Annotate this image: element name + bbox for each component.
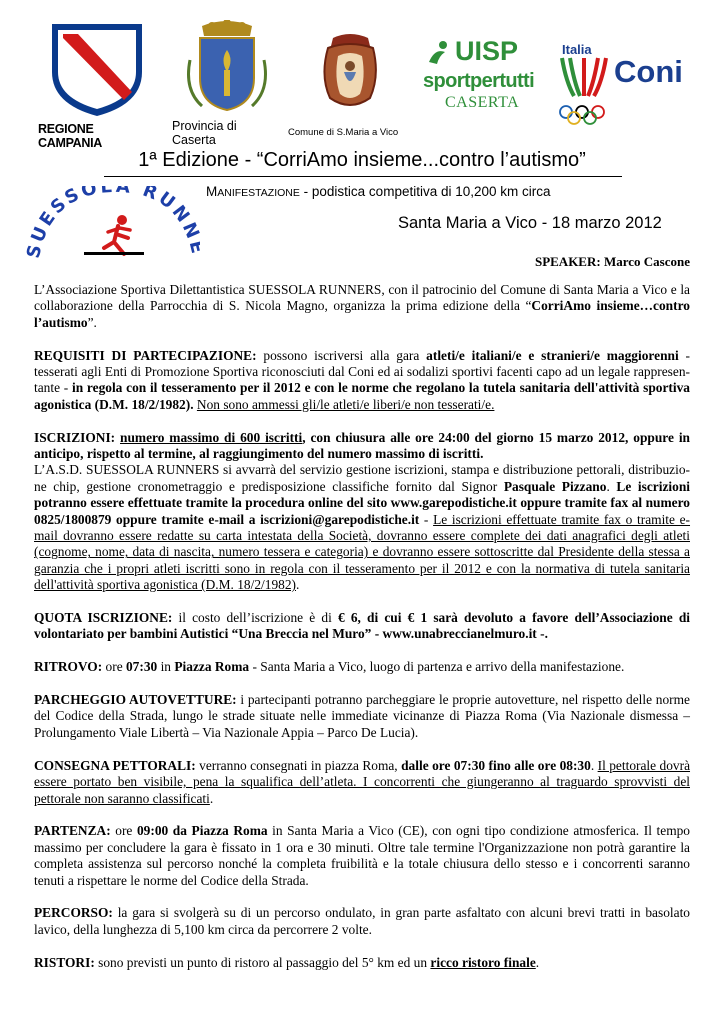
provincia-caserta-caption: Provincia di Caserta	[172, 119, 237, 147]
regulation-body	[34, 282, 690, 987]
uisp-runner-icon	[425, 40, 453, 66]
quota-paragraph	[34, 610, 690, 643]
consegna-label: CONSEGNA PETTORALI:	[34, 757, 196, 773]
ristori-text: sono previsti un punto di ristoro al passaggio del 5° km ed un	[94, 954, 431, 970]
partenza-paragraph	[34, 823, 690, 889]
intro-event-name: CorriAmo insieme…contro l’autismo	[34, 298, 690, 330]
uisp-wordmark: UISP	[455, 36, 519, 66]
requisiti-underlined: Non sono ammessi gli/le atleti/e liberi/e non tesserati/e.	[196, 396, 495, 412]
quota-amount: € 6, di cui € 1 sarà devoluto a favore dell’Associazione di volontariato per bambini Autistici “Una Breccia nel Muro” - www.unabreccianelmuro.it -.	[34, 610, 690, 642]
ritrovo-label: RITROVO:	[34, 659, 103, 675]
requisiti-paragraph	[34, 348, 690, 414]
title-underline	[104, 176, 622, 177]
ritrovo-time: 07:30	[125, 659, 158, 675]
iscrizioni-max: numero massimo di 600 iscritti	[120, 429, 303, 445]
ristori-end: .	[535, 954, 540, 970]
subtitle-initial: M	[206, 184, 218, 199]
suessola-runners-logo	[24, 186, 200, 268]
uisp-caserta-caption: CASERTA	[445, 94, 520, 111]
parcheggio-label: PARCHEGGIO AUTOVETTURE:	[34, 692, 237, 708]
smaria-crest-icon	[288, 32, 413, 112]
quota-label: QUOTA ISCRIZIONE:	[34, 610, 173, 626]
intro-paragraph	[34, 282, 690, 331]
partenza-label: PARTENZA:	[34, 823, 111, 839]
comune-smaria-logo	[288, 32, 413, 138]
subtitle-smallcaps: ANIFESTAZIONE	[217, 187, 300, 199]
consegna-text-1: verranno consegnati in piazza Roma,	[195, 757, 402, 773]
ritrovo-text-3: - Santa Maria a Vico, luogo di partenza e arrivo della manifestazione.	[249, 659, 625, 675]
intro-text-end: ”.	[87, 314, 97, 330]
regione-campania-logo	[38, 22, 160, 150]
intro-text: L’Associazione Sportiva Dilettantistica SUESSOLA RUNNERS, con il patrocinio del Comune di Santa Maria a Vico e la collaborazione della Parrocchia di S. Nicola Magno, organizza la prima edizione della “	[34, 282, 690, 314]
club-logo-lettering: SUESSOLA RUN	[24, 186, 196, 261]
coni-wordmark: Coni	[614, 54, 683, 89]
caserta-crest-icon	[172, 20, 282, 112]
percorso-paragraph	[34, 905, 690, 938]
ritrovo-paragraph	[34, 659, 690, 675]
comune-smaria-caption: Comune di S.Maria a Vico	[288, 127, 399, 138]
iscrizioni-sep: .	[606, 478, 617, 494]
suessola-runners-emblem-icon	[24, 186, 200, 268]
iscrizioni-end: .	[296, 577, 300, 593]
ritrovo-place: Piazza Roma	[174, 659, 250, 675]
parcheggio-paragraph	[34, 692, 690, 741]
consegna-paragraph	[34, 758, 690, 807]
subtitle-rest: - podistica competitiva di 10,200 km circa	[299, 184, 551, 199]
ritrovo-text-2: in	[157, 659, 175, 675]
iscrizioni-paragraph	[34, 430, 690, 594]
partenza-text-2: in Santa Maria a Vico (CE), con ogni tipo condizione atmosferica. Il tempo massimo per concludere la gara è fissato in 1 ora e 30 minuti. Oltre tale termine l'Organizzazione non potrà garantire la completa assistenza sul percorso nonché la completa fruibilità e la totale chiusura dello stesso e i concorrenti saranno tenuti a rispettare le norme del Codice della Strada.	[34, 823, 691, 888]
requisiti-text-1: possono iscriversi alla gara	[256, 347, 427, 363]
iscrizioni-dash: -	[419, 511, 434, 527]
ristori-final: ricco ristoro finale	[430, 954, 536, 970]
uisp-caserta-logo	[423, 38, 548, 112]
logo-header	[0, 18, 724, 150]
event-subtitle	[206, 184, 551, 199]
consegna-end: .	[209, 790, 214, 806]
provincia-caserta-logo	[172, 20, 282, 147]
olympic-rings-icon	[558, 104, 608, 126]
ristori-label: RISTORI:	[34, 954, 95, 970]
iscrizioni-provider: Pasquale Pizzano	[503, 478, 607, 494]
campania-shield-icon	[38, 22, 160, 117]
speaker-line: SPEAKER: Marco Cascone	[534, 254, 690, 269]
quota-text: il costo dell’iscrizione è di	[172, 610, 338, 626]
ristori-paragraph	[34, 955, 690, 971]
iscrizioni-deadline: , con chiusura alle ore 24:00 del giorno 15 marzo 2012, oppure in anticipo, rispetto al termine, al raggiungimento del numero massimo di iscritti.	[34, 429, 690, 462]
svg-text:SUESSOLA RUNNERS	[24, 186, 200, 260]
consegna-rule: Il pettorale dovrà essere portato ben visibile, pena la squalifica dell’atleta. I concorrenti che giungeranno al traguardo sprovvisti del pettorale non saranno classificati	[34, 757, 691, 806]
regione-campania-caption: REGIONE CAMPANIA	[38, 122, 103, 150]
partenza-text-1: ore	[110, 823, 137, 839]
percorso-text: la gara si svolgerà su di un percorso ondulato, in gran parte asfaltato con alcuni brevi tratti in basolato lavico, della lunghezza di 5,100 km circa da percorrere 2 volte.	[34, 905, 690, 937]
coni-italia-caption: Italia	[562, 42, 592, 57]
percorso-label: PERCORSO:	[34, 905, 113, 921]
parcheggio-text: i partecipanti potranno parcheggiare le proprie autovetture, nel rispetto delle norme del Codice della Strada, lungo le strade situate nelle immediate vicinanze di Piazza Roma (Via Nazionale dismessa – Prolungamento Viale Libertà – Via Nazionale Appia – Parco De Lucia).	[34, 692, 690, 740]
iscrizioni-service: L’A.S.D. SUESSOLA RUNNERS si avvarrà del servizio gestione iscrizioni, stampa e distribuzione pettorali, distribuzio-ne chip, gestione cronometraggio e predisposizione classifiche fornito dal Signor	[34, 462, 690, 494]
consegna-sep: .	[590, 757, 598, 773]
ritrovo-text-1: ore	[102, 659, 126, 675]
requisiti-bold-2: in regola con il tesseramento per il 2012 e con le norme che regolano la tutela sanitaria dell'attività sportiva agonistica (D.M. 18/2/1982).	[34, 380, 690, 412]
page-title: 1ª Edizione - “CorriAmo insieme...contro l’autismo”	[138, 149, 586, 171]
iscrizioni-how: Le iscrizioni potranno essere effettuate tramite la procedura online del sito www.garepodistiche.it oppure tramite fax al numero 0825/1800879 oppure tramite e-mail a iscrizioni@garepodistiche.it	[34, 478, 690, 527]
iscrizioni-conditions: Le iscrizioni effettuate tramite fax o tramite e-mail dovranno essere redatte su carta intestata della Società, dovranno essere complete dei dati anagrafici degli atleti (cognome, nome, data di nascita, numero tessera e categoria) e dovranno essere sottoscritte dal Presidente della stessa a garanzia che i propri atleti iscritti sono in regola con il tesseramento per il 2012 e con la normativa di tutela sanitaria dell'attività sportiva agonistica (D.M. 18/2/1982)	[34, 511, 691, 593]
event-place-date: Santa Maria a Vico - 18 marzo 2012	[398, 214, 662, 232]
coni-flag-stripes-icon	[558, 56, 610, 102]
partenza-time-place: 09:00 da Piazza Roma	[136, 823, 268, 839]
requisiti-text-2: - tesserati agli Enti di Promozione Sportiva riconosciuti dal Coni ed ai sodalizi sportivi facenti capo ad un legale rappresen-tante -	[34, 347, 690, 396]
requisiti-bold-1: atleti/e italiani/e e stranieri/e maggiorenni	[426, 347, 679, 363]
uisp-sportpertutti: sportpertutti	[423, 70, 535, 92]
iscrizioni-label: ISCRIZIONI:	[34, 429, 116, 445]
requisiti-label: REQUISITI DI PARTECIPAZIONE:	[34, 347, 257, 363]
consegna-hours: dalle ore 07:30 fino alle ore 08:30	[401, 757, 591, 773]
coni-logo	[558, 42, 693, 89]
